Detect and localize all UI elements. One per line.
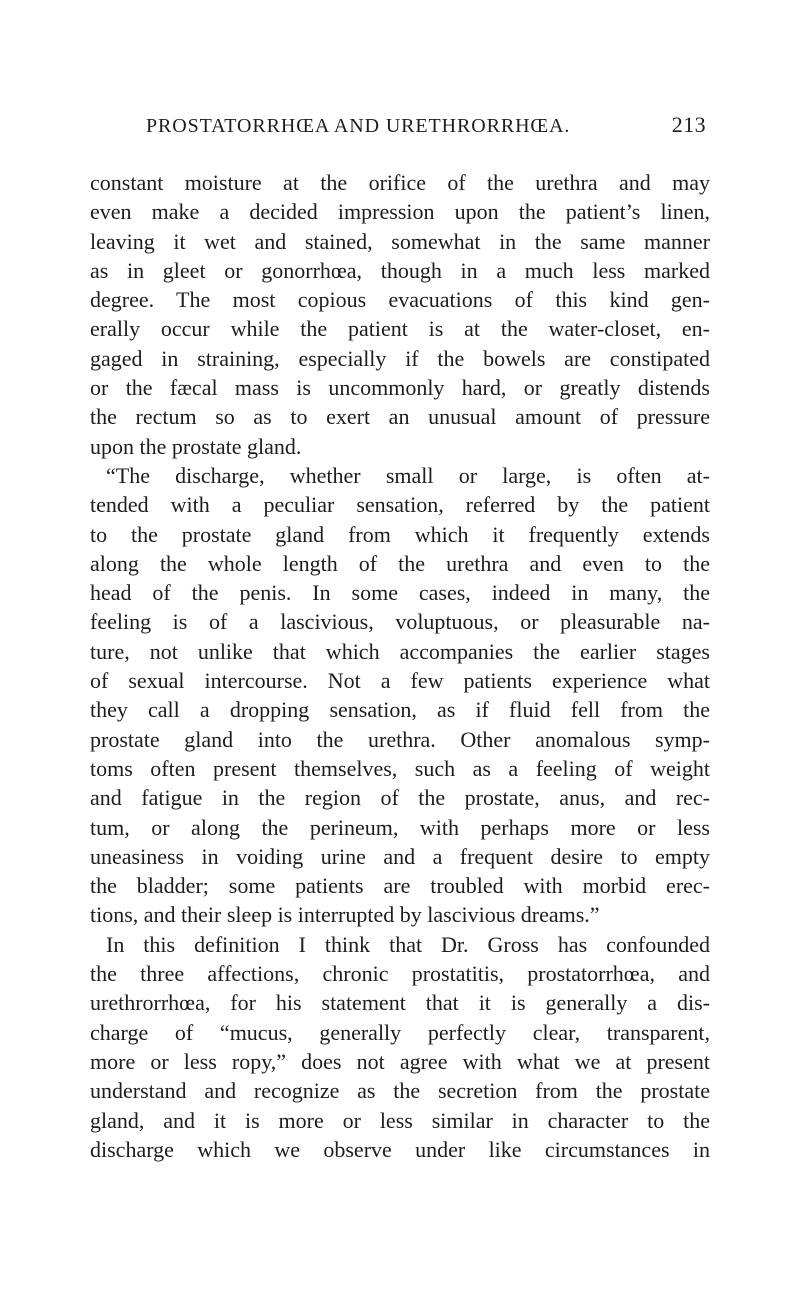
text-line: of sexual intercourse. Not a few patients experience what <box>90 668 710 694</box>
text-line: erally occur while the patient is at the water-closet, en- <box>90 316 710 342</box>
text-line: tions, and their sleep is interrupted by lascivious dreams.” <box>90 902 600 928</box>
text-line: degree. The most copious evacuations of this kind gen- <box>90 287 710 313</box>
text-line: upon the prostate gland. <box>90 433 302 459</box>
text-line: ture, not unlike that which accompanies the earlier stages <box>90 638 710 664</box>
text-line: or the fæcal mass is uncommonly hard, or greatly distends <box>90 375 710 401</box>
text-line: the rectum so as to exert an unusual amount of pressure <box>90 404 710 430</box>
running-title: PROSTATORRHŒA AND URETHRORRHŒA. <box>146 115 571 137</box>
text-line: more or less ropy,” does not agree with what we at present <box>90 1048 710 1074</box>
text-line: urethrorrhœa, for his statement that it is generally a dis- <box>90 990 710 1016</box>
text-line: along the whole length of the urethra and even to the <box>90 550 710 576</box>
text-line: even make a decided impression upon the patient’s linen, <box>90 199 710 225</box>
text-line: the three affections, chronic prostatitis, prostatorrhœa, and <box>90 961 710 987</box>
text-line: they call a dropping sensation, as if fluid fell from the <box>90 697 710 723</box>
text-line: toms often present themselves, such as a feeling of weight <box>90 755 710 781</box>
text-line: uneasiness in voiding urine and a frequent desire to empty <box>90 843 710 869</box>
text-line: the bladder; some patients are troubled with morbid erec- <box>90 873 710 899</box>
text-line: as in gleet or gonorrhœa, though in a much less marked <box>90 257 710 283</box>
text-line: head of the penis. In some cases, indeed in many, the <box>90 580 710 606</box>
page-number: 213 <box>671 112 706 137</box>
text-line: constant moisture at the orifice of the urethra and may <box>90 170 710 195</box>
text-line: “The discharge, whether small or large, is often at- <box>106 462 710 488</box>
text-line: In this definition I think that Dr. Gross has confounded <box>106 931 710 957</box>
running-head <box>146 112 706 142</box>
body-text <box>90 168 710 1164</box>
text-line: leaving it wet and stained, somewhat in the same manner <box>90 228 710 254</box>
text-line: and fatigue in the region of the prostate, anus, and rec- <box>90 785 710 811</box>
text-line: feeling is of a lascivious, voluptuous, or pleasurable na- <box>90 609 710 635</box>
text-line: prostate gland into the urethra. Other anomalous symp- <box>90 726 710 752</box>
text-line: gaged in straining, especially if the bowels are constipated <box>90 345 710 371</box>
text-line: to the prostate gland from which it frequently extends <box>90 521 710 547</box>
text-line: tum, or along the perineum, with perhaps more or less <box>90 814 710 840</box>
text-line: charge of “mucus, generally perfectly clear, transparent, <box>90 1019 710 1045</box>
text-line: understand and recognize as the secretion from the prostate <box>90 1078 710 1104</box>
text-line: discharge which we observe under like circumstances in <box>90 1136 710 1162</box>
text-line: gland, and it is more or less similar in character to the <box>90 1107 710 1133</box>
text-line: tended with a peculiar sensation, referred by the patient <box>90 492 710 518</box>
